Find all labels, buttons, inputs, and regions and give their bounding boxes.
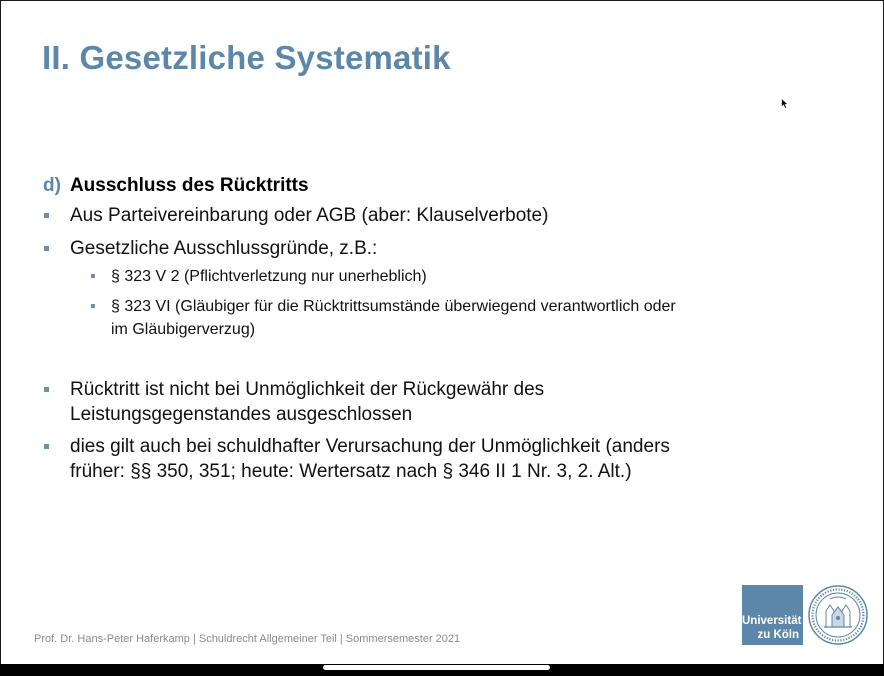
bullet-marker (44, 246, 49, 251)
bullet-marker (44, 387, 49, 392)
bullet-item (70, 203, 548, 228)
bullet-item (70, 377, 544, 427)
section-letter: d) (43, 175, 61, 196)
sub-bullet-item (111, 295, 676, 341)
sub-bullet-text: § 323 V 2 (Pflichtverletzung nur unerheblich) (111, 268, 427, 285)
home-indicator[interactable] (323, 665, 550, 670)
slide-title: II. Gesetzliche Systematik (42, 39, 451, 76)
sub-bullet-text-line1: § 323 VI (Gläubiger für die Rücktrittsumstände überwiegend verantwortlich oder (111, 298, 676, 315)
bullet-marker (44, 213, 49, 218)
bullet-text-line1: Rücktritt ist nicht bei Unmöglichkeit der Rückgewähr des (70, 379, 545, 400)
section-heading (43, 175, 309, 197)
bullet-text-line1: dies gilt auch bei schuldhafter Verursachung der Unmöglichkeit (anders (70, 436, 670, 457)
sub-bullet-text-line2: im Gläubigerverzug) (111, 321, 256, 338)
sub-bullet-marker (91, 274, 95, 278)
university-logo (742, 585, 803, 645)
university-seal-icon (808, 585, 868, 645)
logo-line1: Universität (742, 615, 802, 627)
bullet-text-line2: früher: §§ 350, 351; heute: Wertersatz nach § 346 II 1 Nr. 3, 2. Alt.) (70, 461, 632, 482)
bullet-item (70, 236, 377, 261)
sub-bullet-marker (91, 304, 95, 308)
logo-line2: zu Köln (757, 629, 799, 641)
slide-footer: Prof. Dr. Hans-Peter Haferkamp | Schuldrecht Allgemeiner Teil | Sommersemester 2021 (34, 633, 461, 645)
sub-bullet-item (111, 265, 427, 288)
section-heading-text: Ausschluss des Rücktritts (69, 175, 309, 196)
bullet-text: Gesetzliche Ausschlussgründe, z.B.: (70, 238, 378, 259)
bullet-text-line2: Leistungsgegenstandes ausgeschlossen (70, 404, 413, 425)
mouse-pointer-icon (781, 96, 789, 114)
bullet-item (70, 434, 670, 484)
bullet-text: Aus Parteivereinbarung oder AGB (aber: Klauselverbote) (70, 205, 549, 226)
bullet-marker (44, 444, 49, 449)
